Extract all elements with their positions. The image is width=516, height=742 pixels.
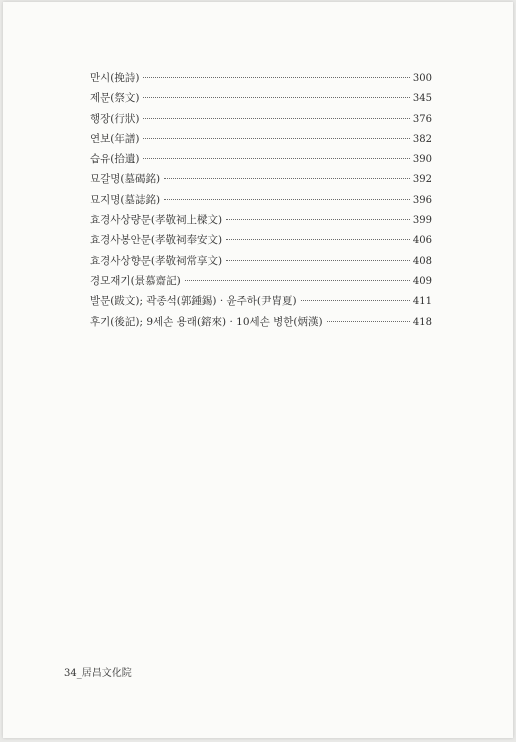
toc-entry [90, 151, 432, 171]
dot-leader [143, 77, 409, 78]
toc-entry [90, 232, 432, 252]
dot-leader [226, 239, 410, 240]
dot-leader [164, 178, 410, 179]
toc-entry [90, 192, 432, 212]
toc-entry-page: 408 [412, 255, 432, 267]
toc-entry-page: 390 [412, 154, 432, 166]
toc-entry [90, 273, 432, 293]
toc-entry-title: 연보(年譜) [90, 132, 140, 145]
dot-leader [143, 97, 409, 98]
toc-entry-title: 경모재기(景慕齋記) [90, 274, 181, 287]
toc-entry-page: 382 [412, 133, 432, 145]
toc-entry [90, 171, 432, 191]
dot-leader [301, 300, 410, 301]
dot-leader [226, 219, 410, 220]
dot-leader [143, 158, 409, 159]
toc-entry-title: 효경사상량문(孝敬祠上樑文) [90, 214, 223, 227]
toc-entry-title: 만시(挽詩) [90, 72, 140, 84]
toc-entry-title: 효경사상향문(孝敬祠常享文) [90, 254, 223, 267]
dot-leader [327, 321, 410, 322]
toc-entry [90, 90, 432, 110]
toc-entry-page: 406 [412, 235, 432, 247]
table-of-contents [90, 70, 432, 334]
toc-entry-title: 후기(後記); 9세손 용래(鎔來) · 10세손 병한(炳漢) [90, 315, 323, 328]
toc-entry [90, 131, 432, 151]
toc-entry-page: 418 [412, 316, 432, 328]
toc-entry [90, 212, 432, 232]
toc-entry [90, 253, 432, 273]
toc-entry-title: 발문(跋文); 곽종석(郭鍾錫) · 윤주하(尹胄夏) [90, 295, 297, 308]
toc-entry [90, 314, 432, 334]
dot-leader [164, 199, 410, 200]
toc-entry-page: 399 [412, 215, 432, 227]
dot-leader [143, 118, 409, 119]
toc-entry-title: 묘갈명(墓碣銘) [90, 173, 161, 186]
toc-entry-title: 습유(拾遺) [90, 153, 140, 166]
toc-entry-page: 300 [412, 73, 432, 84]
toc-entry-page: 392 [412, 174, 432, 186]
toc-entry-page: 396 [412, 194, 432, 206]
toc-entry [90, 111, 432, 131]
toc-entry-page: 409 [412, 275, 432, 287]
page-footer: 34_居昌文化院 [64, 668, 132, 679]
toc-entry [90, 293, 432, 313]
toc-entry-title: 제문(祭文) [90, 92, 140, 105]
dot-leader [185, 280, 410, 281]
toc-entry [90, 70, 432, 90]
toc-entry-page: 376 [412, 113, 432, 125]
book-page [3, 2, 513, 738]
toc-entry-title: 효경사봉안문(孝敬祠奉安文) [90, 234, 223, 247]
toc-entry-page: 411 [412, 296, 432, 308]
dot-leader [143, 138, 409, 139]
toc-entry-page: 345 [412, 93, 432, 105]
toc-entry-title: 행장(行狀) [90, 112, 140, 125]
dot-leader [226, 260, 410, 261]
toc-entry-title: 묘지명(墓誌銘) [90, 193, 161, 206]
